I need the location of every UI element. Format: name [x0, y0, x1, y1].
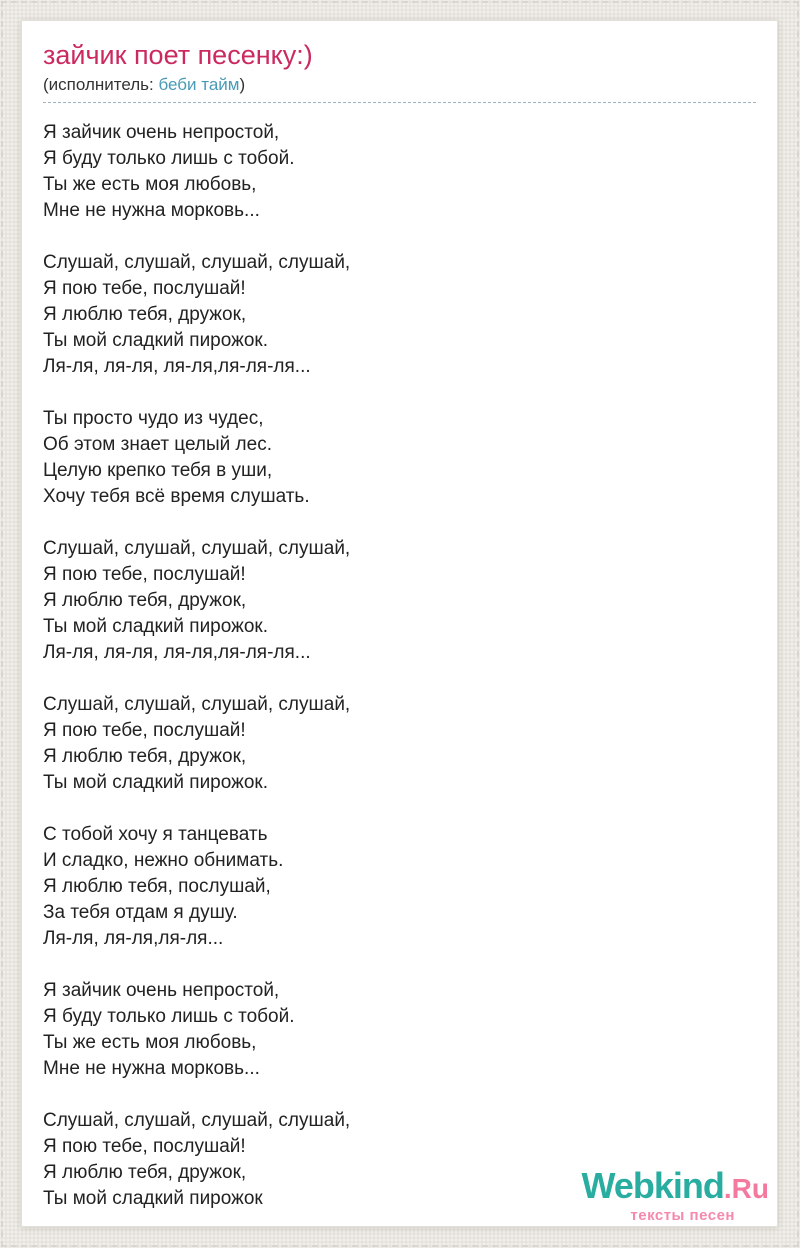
page-title: зайчик поет песенку:) [43, 40, 313, 70]
artist-link[interactable]: беби тайм [158, 75, 240, 94]
site-logo[interactable] [581, 1165, 769, 1224]
site-logo-main: Webkind [581, 1165, 724, 1206]
site-logo-suffix: .Ru [723, 1173, 769, 1204]
artist-label-close-paren: ) [239, 75, 246, 94]
lyric-verse: Слушай, слушай, слушай, слушай, Я пою тебе, послушай! Я люблю тебя, дружок, Ты мой сладкий пирожок. [43, 694, 351, 793]
site-logo-wordmark [581, 1165, 769, 1210]
lyric-verse: Слушай, слушай, слушай, слушай, Я пою тебе, послушай! Я люблю тебя, дружок, Ты мой сладкий пирожок. Ля-ля, ля-ля, ля-ля,ля-ля-ля... [43, 252, 351, 377]
lyric-verse: Ты просто чудо из чудес, Об этом знает целый лес. Целую крепко тебя в уши, Хочу тебя всё время слушать. [43, 408, 310, 507]
lyrics-text [43, 120, 756, 1212]
artist-label: (исполнитель: [43, 75, 154, 94]
site-logo-tagline: тексты песен [630, 1207, 735, 1224]
lyric-verse: Слушай, слушай, слушай, слушай, Я пою тебе, послушай! Я люблю тебя, дружок, Ты мой сладкий пирожок. Ля-ля, ля-ля, ля-ля,ля-ля-ля... [43, 538, 351, 663]
lyric-verse: Я зайчик очень непростой, Я буду только лишь с тобой. Ты же есть моя любовь, Мне не нужна морковь... [43, 980, 295, 1079]
lyric-verse: Слушай, слушай, слушай, слушай, Я пою тебе, послушай! Я люблю тебя, дружок, Ты мой сладкий пирожок [43, 1110, 351, 1209]
lyrics-card [21, 20, 778, 1227]
lyric-verse: С тобой хочу я танцевать И сладко, нежно обнимать. Я люблю тебя, послушай, За тебя отдам я душу. Ля-ля, ля-ля,ля-ля... [43, 824, 284, 949]
artist-line [43, 75, 756, 103]
lyric-verse: Я зайчик очень непростой, Я буду только лишь с тобой. Ты же есть моя любовь, Мне не нужна морковь... [43, 122, 295, 221]
